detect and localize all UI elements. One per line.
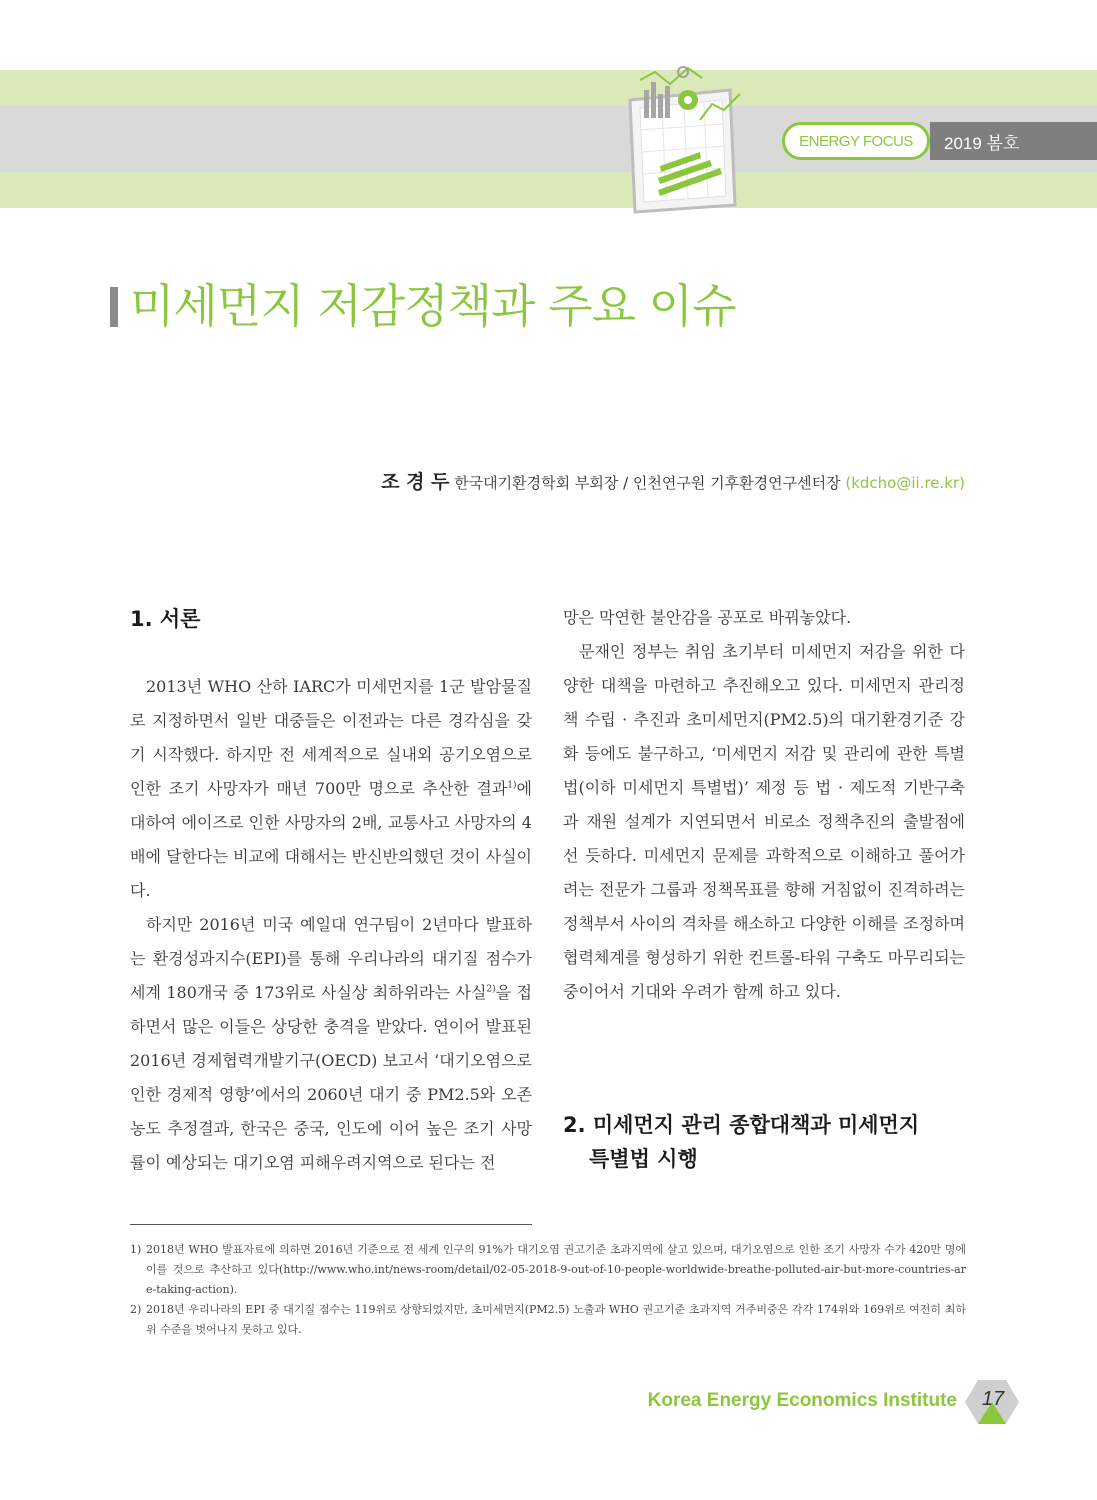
article-title: 미세먼지 저감정책과 주요 이슈 [130, 279, 736, 333]
left-column [130, 670, 532, 1180]
right-column [563, 601, 965, 1009]
tablet-chart-illustration [600, 60, 750, 220]
footnote-number: 2) [130, 1303, 142, 1316]
paragraph-text: 을 접하면서 많은 이들은 상당한 충격을 받았다. 연이어 발표된 2016년 경제협력개발기구(OECD) 보고서 ‘대기오염으로 인한 경제적 영향’에서의 2060년 대기 중 PM2.5와 오존농도 추정결과, 한국은 중국, 인도에 이어 높은 조기 사망률이 예상되는 대기오염 피해우려지역으로 된다는 전 [130, 983, 532, 1172]
paragraph-text: 2013년 WHO 산하 IARC가 미세먼지를 1군 발암물질로 지정하면서 일반 대중들은 이전과는 다른 경각심을 갖기 시작했다. 하지만 전 세계적으로 실내외 공기오염으로 인한 조기 사망자가 매년 700만 명으로 추산한 결과 [130, 677, 532, 798]
footnote-text: 2018년 우리나라의 EPI 중 대기질 점수는 119위로 상향되었지만, 초미세먼지(PM2.5) 노출과 WHO 권고기준 초과지역 거주비중은 각각 174위와 169위로 여전히 최하위 수준을 벗어나지 못하고 있다. [146, 1303, 966, 1336]
section-1-heading: 1. 서론 [130, 607, 201, 631]
footnote-text: 2018년 WHO 발표자료에 의하면 2016년 기준으로 전 세계 인구의 91%가 대기오염 권고기준 초과지역에 살고 있으며, 대기오염으로 인한 조기 사망자 수가 420만 명에 이를 것으로 추산하고 있다(http://www.who.int/news-room/detail/02-05-2018-9-out-of-10-people-worldwide-breathe-polluted-air-but-more-countries-are-taking-action). [146, 1243, 966, 1296]
body-paragraph-continued: 망은 막연한 불안감을 공포로 바꿔놓았다. [563, 608, 852, 627]
section-2-heading [563, 1108, 919, 1176]
author-line [381, 467, 965, 494]
footer-institute-name: Korea Energy Economics Institute [647, 1390, 957, 1411]
author-affiliation: 한국대기환경학회 부회장 / 인천연구원 기후환경연구센터장 [454, 474, 841, 492]
season-label: 2019 봄호 [930, 122, 1097, 160]
footnote-divider [130, 1224, 532, 1225]
footnote-ref-1: 1) [507, 780, 517, 791]
body-paragraph [130, 908, 532, 1180]
section-2-heading-line2: 특별법 시행 [589, 1147, 698, 1171]
author-name: 조 경 두 [381, 471, 450, 493]
body-paragraph: 문재인 정부는 취임 초기부터 미세먼지 저감을 위한 다양한 대책을 마련하고 추진해오고 있다. 미세먼지 관리정책 수립 · 추진과 초미세먼지(PM2.5)의 대기환경기준 강화 등에도 불구하고, ‘미세먼지 저감 및 관리에 관한 특별법(이하 미세먼지 특별법)’ 제정 등 법 · 제도적 기반구축과 재원 설계가 지연되면서 비로소 정책추진의 출발점에 선 듯하다. 미세먼지 문제를 과학적으로 이해하고 풀어가려는 전문가 그룹과 정책목표를 향해 거침없이 진격하려는 정책부서 사이의 격차를 해소하고 다양한 이해를 조정하며 협력체계를 형성하기 위한 컨트롤-타워 구축도 마무리되는 중이어서 기대와 우려가 함께 하고 있다. [563, 642, 965, 1001]
footnote-2 [130, 1300, 966, 1340]
footnote-number: 1) [130, 1243, 142, 1256]
body-paragraph [130, 670, 532, 908]
section-2-heading-line1: 2. 미세먼지 관리 종합대책과 미세먼지 [563, 1113, 920, 1137]
series-label-badge: ENERGY FOCUS [782, 122, 930, 160]
title-marker-bar [110, 287, 118, 327]
footnote-1 [130, 1240, 966, 1300]
footnote-ref-2: 2) [486, 984, 496, 995]
paragraph-text: 하지만 2016년 미국 예일대 연구팀이 2년마다 발표하는 환경성과지수(EPI)를 통해 우리나라의 대기질 점수가 세계 180개국 중 173위로 사실상 최하위라는 사실 [130, 915, 532, 1002]
page-number: 17 [981, 1388, 1005, 1410]
footnotes [130, 1240, 966, 1340]
author-email: (kdcho@ii.re.kr) [845, 474, 965, 492]
paragraph-text: 에 대하여 에이즈로 인한 사망자의 2배, 교통사고 사망자의 4배에 달한다는 비교에 대해서는 반신반의했던 것이 사실이다. [130, 779, 532, 900]
